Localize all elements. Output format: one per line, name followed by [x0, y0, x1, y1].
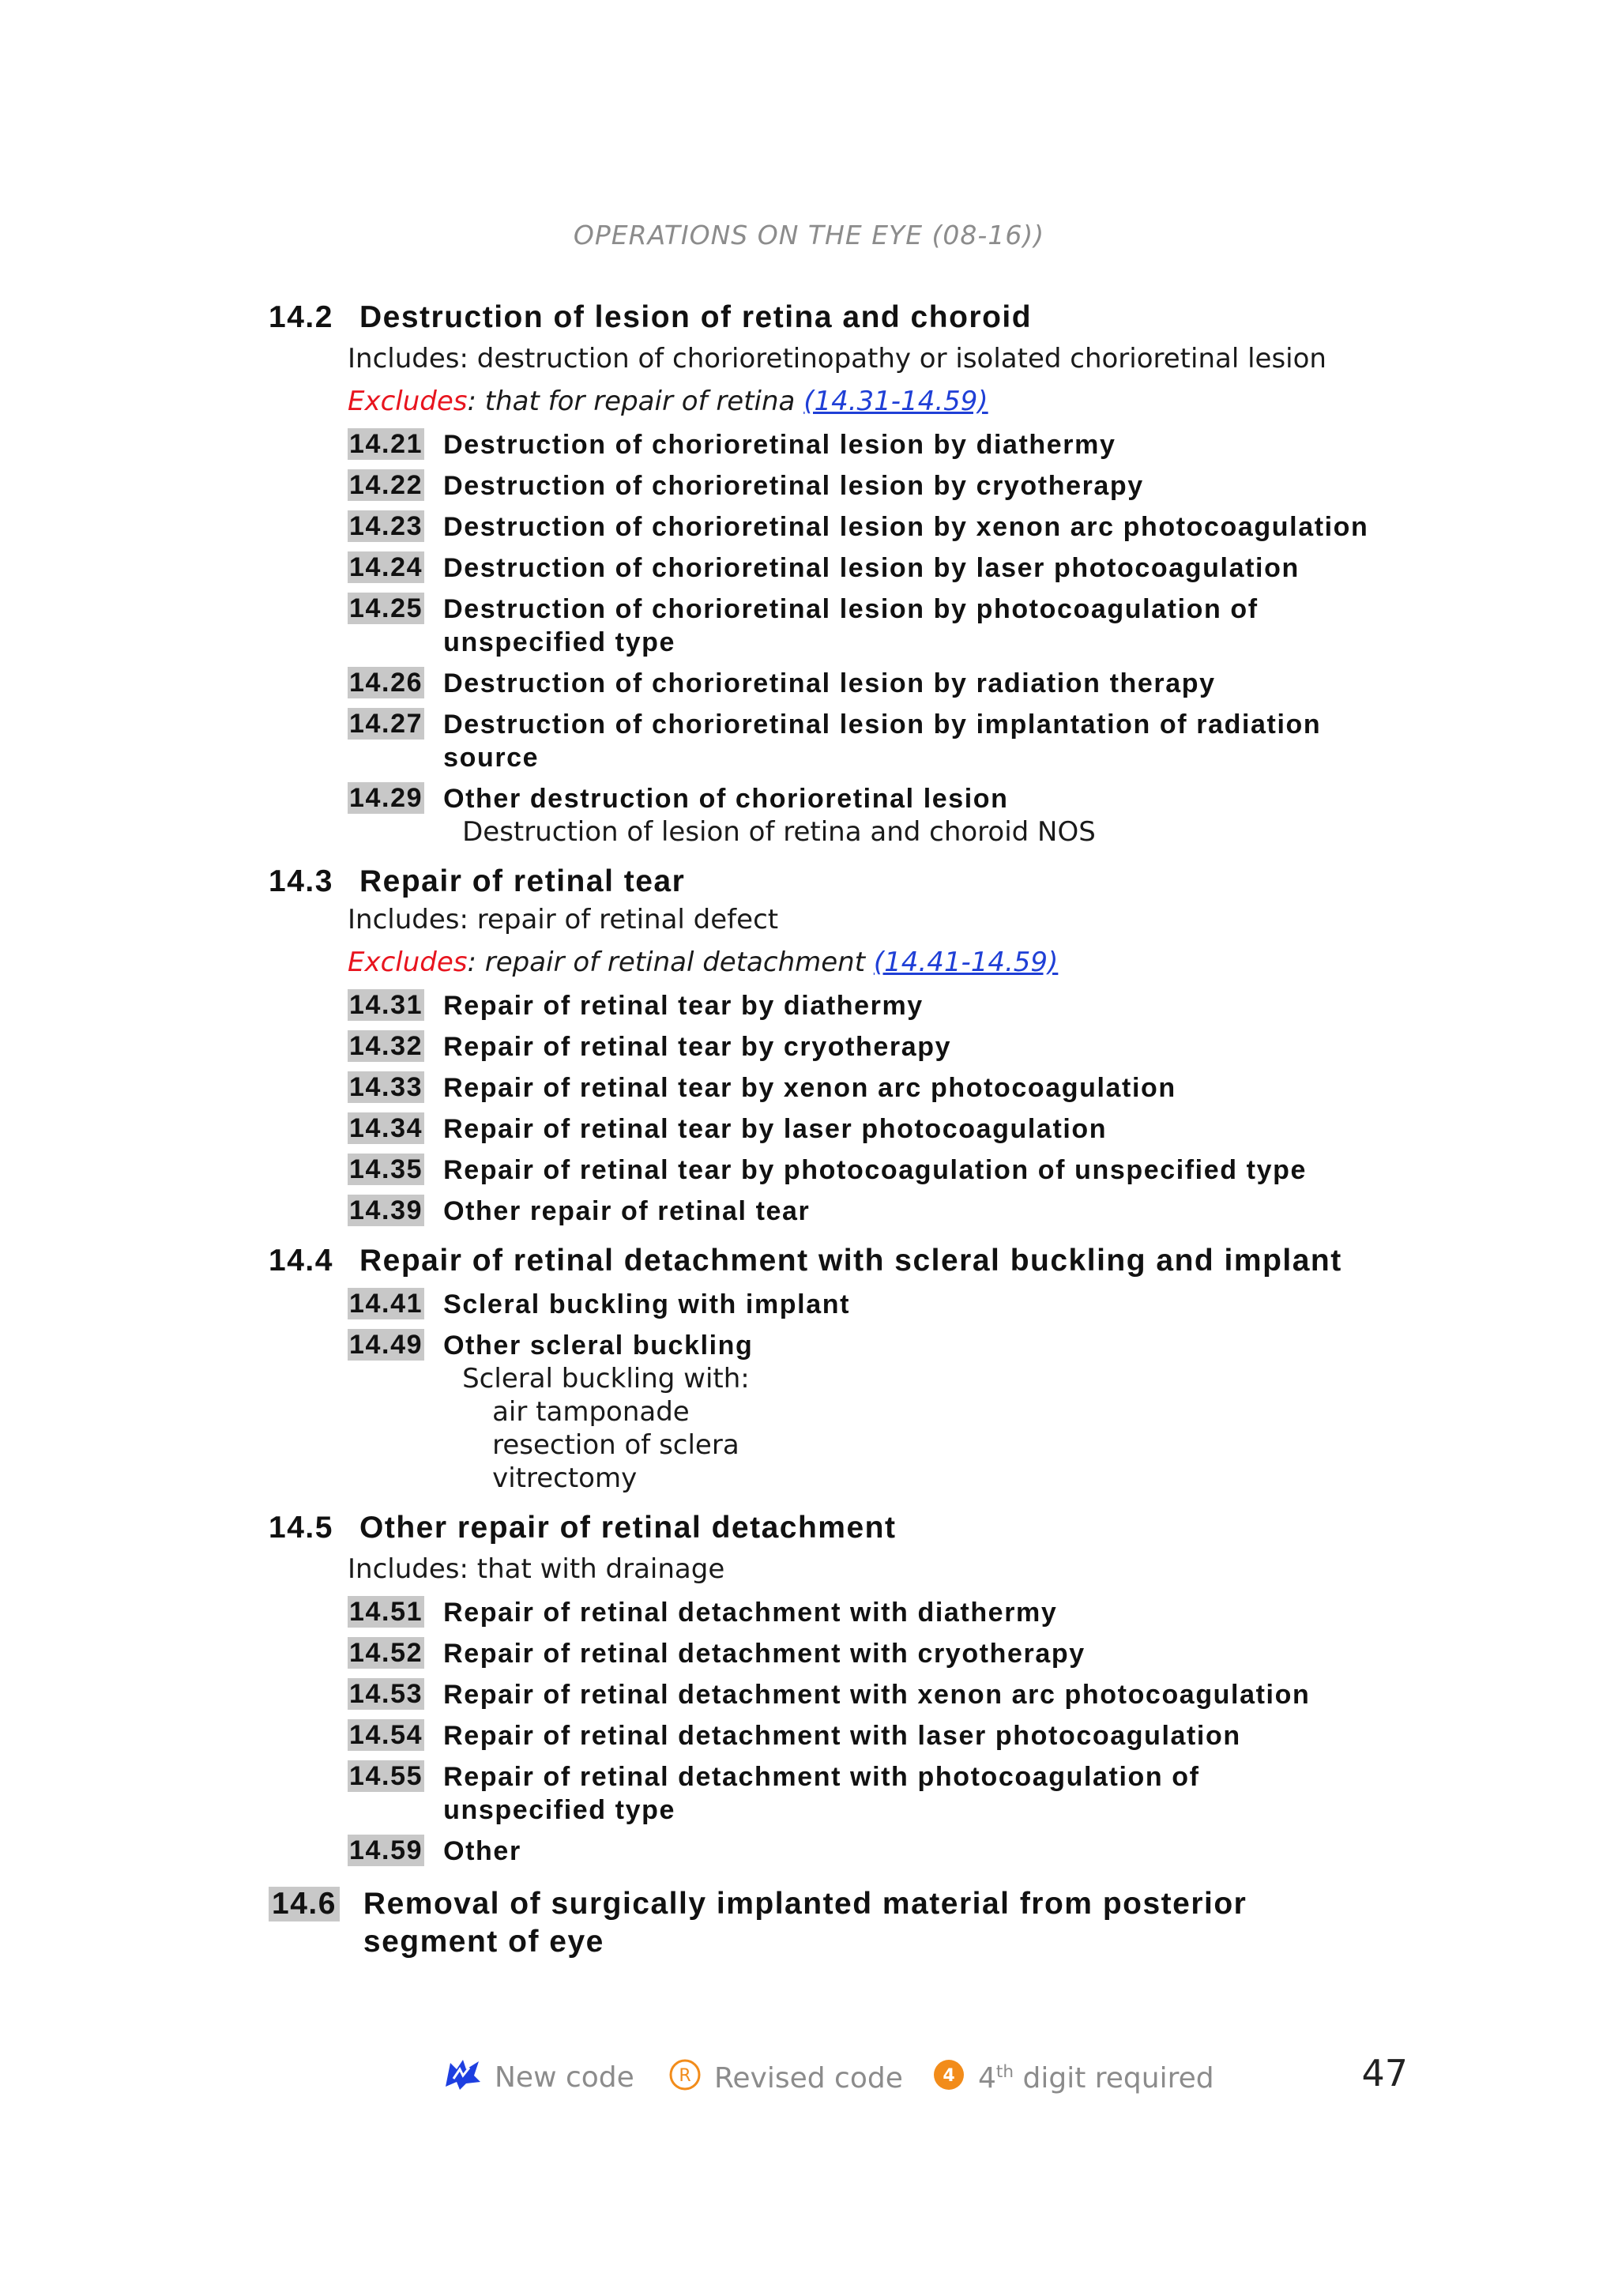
section-14-6: [269, 1885, 1618, 1961]
svg-text:4: 4: [943, 2066, 955, 2086]
section-code: 14.4: [269, 1244, 333, 1278]
subcode-title: Destruction of chorioretinal lesion by cryotherapy: [443, 471, 1144, 501]
subcode-entry: [348, 1835, 1618, 1868]
subcode-entry: [348, 1329, 1618, 1495]
inclusion-item: resection of sclera: [492, 1429, 739, 1461]
subcode: 14.35: [349, 1154, 423, 1184]
legend-revised-code: [668, 2058, 903, 2098]
subcode: 14.34: [349, 1113, 423, 1143]
subcode-title: Scleral buckling with implant: [443, 1289, 851, 1319]
excludes-text: : that for repair of retina: [467, 386, 804, 417]
subcode-title: Destruction of chorioretinal lesion by xenon arc photocoagulation: [443, 512, 1369, 542]
section-heading: [269, 1885, 1296, 1961]
subcode-title: Other scleral buckling: [443, 1331, 754, 1361]
legend-digit-text: digit required: [1014, 2062, 1214, 2095]
inclusion-item: vitrectomy: [492, 1462, 638, 1494]
excludes-label: Excludes: [348, 947, 468, 978]
subcode: 14.26: [349, 668, 423, 698]
section-heading: [269, 1242, 1618, 1280]
subcode-title: Repair of retinal detachment with photocoagulation of unspecified type: [443, 1762, 1200, 1825]
section-code: 14.6: [269, 1887, 340, 1921]
subcode-entry: [348, 551, 1618, 585]
section-title: Other repair of retinal detachment: [359, 1511, 897, 1545]
section-code: 14.5: [269, 1511, 333, 1545]
inclusion-list: [462, 1362, 1618, 1495]
subcode-entry: [348, 782, 1618, 849]
subcode-title: Repair of retinal detachment with xenon arc photocoagulation: [443, 1680, 1311, 1710]
subcode-entry: [348, 1760, 1343, 1827]
subcode-entry: [348, 1195, 1618, 1228]
subcode-entry: [348, 510, 1618, 544]
subcode-entry: [348, 1071, 1618, 1105]
subcode-title: Repair of retinal tear by xenon arc photocoagulation: [443, 1073, 1176, 1103]
section-title: Destruction of lesion of retina and choroid: [359, 300, 1033, 334]
legend-digit-number: 4: [978, 2062, 996, 2095]
subcode: 14.24: [349, 552, 423, 582]
includes-note: Includes: destruction of chorioretinopathy or isolated chorioretinal lesion: [348, 343, 1326, 375]
section-title: Repair of retinal detachment with scleral buckling and implant: [359, 1244, 1342, 1278]
subcode-title: Destruction of chorioretinal lesion by radiation therapy: [443, 668, 1216, 698]
legend-new-code: [442, 2058, 634, 2097]
subcode-entry: [348, 1112, 1618, 1146]
cross-reference-link[interactable]: (14.41-14.59): [873, 947, 1059, 978]
subcode: 14.39: [349, 1195, 423, 1225]
section-14-5: [269, 1509, 1618, 1868]
subcode: 14.49: [349, 1330, 423, 1360]
subcode-entry: [348, 1637, 1618, 1670]
subcode-entry: [348, 708, 1422, 774]
subcode-title: Destruction of chorioretinal lesion by diathermy: [443, 430, 1116, 460]
section-heading: [269, 299, 1618, 337]
legend-label: New code: [495, 2061, 634, 2094]
subcode-entry: [348, 1154, 1618, 1187]
subcode-entry: [348, 1678, 1618, 1711]
excludes-text: : repair of retinal detachment: [467, 947, 874, 978]
subcode-entry: [348, 428, 1618, 461]
subcode-title: Repair of retinal detachment with diathermy: [443, 1598, 1058, 1628]
subcode-title: Other destruction of chorioretinal lesion: [443, 784, 1009, 814]
subcode-entry: [348, 593, 1390, 659]
section-code: 14.3: [269, 864, 333, 898]
subcode-title: Repair of retinal tear by laser photocoagulation: [443, 1114, 1108, 1144]
content: [0, 284, 1618, 1961]
section-14-3: [269, 863, 1618, 1228]
subcode-entry: [348, 469, 1618, 502]
subcode-title: Destruction of chorioretinal lesion by photocoagulation of unspecified type: [443, 594, 1259, 657]
subcode: 14.41: [349, 1289, 423, 1319]
section-title: Removal of surgically implanted material from posterior segment of eye: [363, 1887, 1247, 1959]
subcode: 14.23: [349, 511, 423, 541]
subcode: 14.32: [349, 1031, 423, 1061]
subcode: 14.22: [349, 470, 423, 500]
section-heading: [269, 1509, 1618, 1547]
page-number: 47: [1361, 2052, 1408, 2095]
subcode-entry: [348, 1719, 1618, 1752]
revised-code-icon: [668, 2058, 702, 2098]
excludes-note: [348, 382, 1618, 420]
subcode-entry: [348, 1030, 1618, 1063]
includes-note: Includes: that with drainage: [348, 1553, 725, 1585]
cross-reference-link[interactable]: (14.31-14.59): [803, 386, 988, 417]
subcode-title: Destruction of chorioretinal lesion by implantation of radiation source: [443, 710, 1322, 773]
subcode-title: Other: [443, 1836, 521, 1866]
subcode-entry: [348, 667, 1618, 700]
section-14-4: [269, 1242, 1618, 1495]
subcode: 14.59: [349, 1835, 423, 1865]
running-header: OPERATIONS ON THE EYE (08-16)): [573, 220, 1045, 250]
subcode: 14.55: [349, 1761, 423, 1791]
subcode: 14.33: [349, 1072, 423, 1102]
subcode-title: Repair of retinal tear by cryotherapy: [443, 1032, 952, 1062]
section-heading: [269, 863, 1618, 901]
subcode-title: Repair of retinal tear by diathermy: [443, 991, 924, 1021]
subcode-entry: [348, 1288, 1618, 1321]
legend-digit-suffix: th: [995, 2062, 1014, 2082]
subcode-title: Other repair of retinal tear: [443, 1196, 811, 1226]
section-title: Repair of retinal tear: [359, 864, 686, 898]
inclusion-item: air tamponade: [492, 1396, 690, 1428]
subcode-entry: [348, 989, 1618, 1022]
subcode: 14.29: [349, 783, 423, 813]
page-footer: [0, 2052, 1618, 2106]
fourth-digit-icon: [932, 2058, 965, 2098]
subcode: 14.53: [349, 1679, 423, 1709]
subcode-title: Repair of retinal detachment with laser photocoagulation: [443, 1721, 1241, 1751]
subcode: 14.54: [349, 1720, 423, 1750]
subcode: 14.51: [349, 1597, 423, 1627]
excludes-label: Excludes: [348, 386, 468, 417]
legend-label: Revised code: [714, 2062, 903, 2095]
inclusion-term: Scleral buckling with:: [462, 1363, 750, 1395]
subcode: 14.25: [349, 593, 423, 623]
subcode: 14.31: [349, 990, 423, 1020]
subcode-title: Destruction of chorioretinal lesion by laser photocoagulation: [443, 553, 1300, 583]
subcode: 14.27: [349, 709, 423, 739]
includes-note: Includes: repair of retinal defect: [348, 904, 779, 935]
excludes-note: [348, 943, 1618, 981]
subcode: 14.52: [349, 1638, 423, 1668]
legend-label: [978, 2062, 1214, 2095]
svg-text:R: R: [679, 2066, 691, 2086]
new-code-icon: [442, 2058, 482, 2097]
subcode-title: Repair of retinal detachment with cryotherapy: [443, 1639, 1086, 1669]
section-14-2: [269, 299, 1618, 849]
subcode-entry: [348, 1596, 1618, 1629]
legend-fourth-digit: [932, 2058, 1214, 2098]
subcode: 14.21: [349, 429, 423, 459]
inclusion-term: Destruction of lesion of retina and choroid NOS: [462, 816, 1096, 848]
subcode-title: Repair of retinal tear by photocoagulation of unspecified type: [443, 1155, 1307, 1185]
section-code: 14.2: [269, 300, 333, 334]
